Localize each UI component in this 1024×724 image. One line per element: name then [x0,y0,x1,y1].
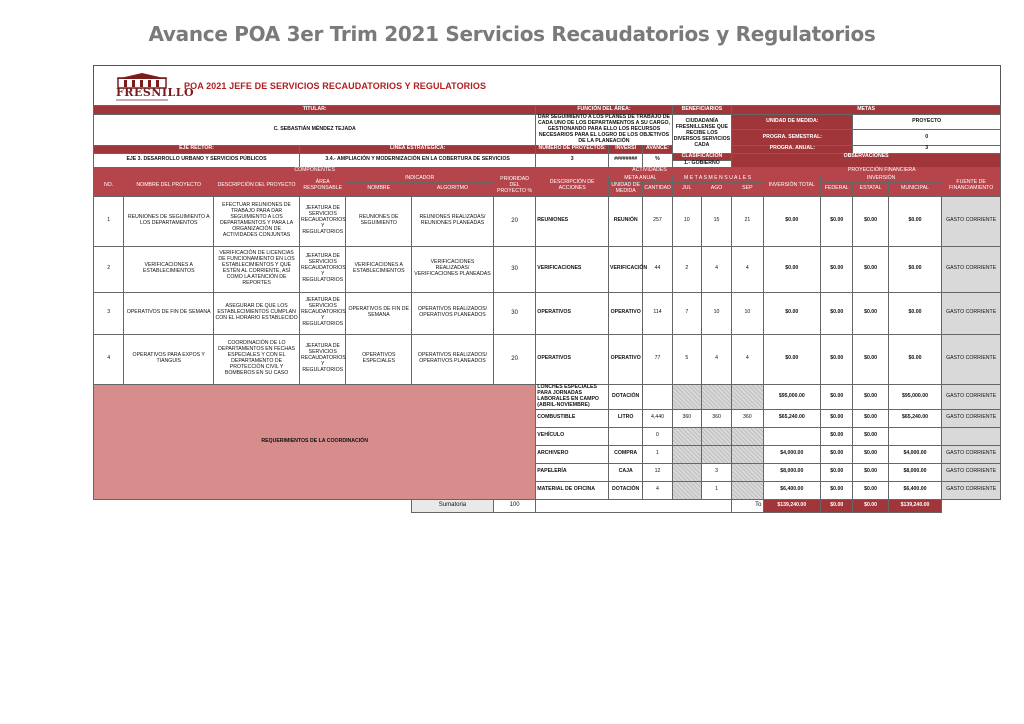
project-sep: 4 [732,334,763,384]
meta-anual-label: META ANUAL [609,175,673,182]
clasificacion-label: CLASIFICACIÓN [673,154,732,161]
progra-semestral-label: PROGRA. SEMESTRAL: [732,130,853,145]
project-area: JEFATURA DE SERVICIOS RECAUDATORIOS Y REGULATORIOS [299,246,345,292]
project-estatal: $0.00 [853,334,888,384]
project-nombre: OPERATIVOS DE FIN DE SEMANA [124,292,214,334]
total-inv-total: $139,240.00 [763,499,821,512]
observaciones-label: OBSERVACIONES [843,152,889,159]
req-municipal [888,427,942,445]
numero-proyectos-value: 3 [536,153,609,167]
sheet-header [93,65,1001,105]
indicador-label: INDICADOR [346,175,493,182]
req-cantidad: 0 [643,427,672,445]
req-sep [732,427,763,445]
req-municipal: $95,000.00 [888,384,942,409]
project-unidad: REUNIÓN [609,196,643,246]
project-indicador: OPERATIVOS DE FIN DE SEMANA [346,292,412,334]
project-descripcion: EFECTUAR REUNIONES DE TRABAJO PARA DAR SEGUIMIENTO A LOS DEPARTAMENTOS Y PARA LA ORGANIZACIÓN DE ACTIVIDADES CONJUNTAS [214,196,300,246]
project-no: 3 [94,292,124,334]
avance-value: % [643,153,672,167]
numero-proyectos-label: NUMERO DE PROYECTOS: [536,145,609,153]
project-area: JEFATURA DE SERVICIOS RECAUDATORIOS Y REGULATORIOS [299,292,345,334]
project-ago: 4 [701,334,731,384]
req-municipal: $8,000.00 [888,463,942,481]
project-jul: 2 [672,246,701,292]
project-sep: 21 [732,196,763,246]
project-no: 1 [94,196,124,246]
req-ago: 1 [701,481,731,499]
project-fuente: GASTO CORRIENTE [942,292,1001,334]
col-municipal-header: MUNICIPAL [888,182,942,196]
req-inv-total: $6,400.00 [763,481,821,499]
col-fuente-header: FUENTE DE FINANCIAMIENTO [942,175,1001,196]
clasificacion-value: 1.- GOBIERNO [673,161,732,167]
req-jul [672,384,701,409]
col-cantidad-header: CANTIDAD [643,182,672,196]
project-sep: 10 [732,292,763,334]
col-area-header: ÁREA RESPONSABLE [299,175,345,196]
inversion-group-label: INVERSIÓN [821,175,942,182]
req-sep [732,445,763,463]
col-no-header: NO. [94,175,124,196]
col-desc-acciones-header: DESCRIPCIÓN DE ACCIONES [536,175,609,196]
progra-anual-label: PROGRA. ANUAL: [732,145,853,153]
req-unidad: LITRO [609,409,643,427]
titular-label: TITULAR: [94,106,536,115]
project-area: JEFATURA DE SERVICIOS RECAUDATORIOS Y REGULATORIOS [299,196,345,246]
actividades-label: ACTIVIDADES [536,167,763,175]
col-federal-header: FEDERAL [821,182,853,196]
req-cantidad: 4 [643,481,672,499]
requerimientos-label: REQUERIMIENTOS DE LA COORDINACIÓN [94,384,536,499]
req-municipal: $6,400.00 [888,481,942,499]
req-unidad: CAJA [609,463,643,481]
project-accion: OPERATIVOS [536,292,609,334]
req-federal: $0.00 [821,481,853,499]
sumatoria-label: Sumatoria [412,499,494,512]
project-fuente: GASTO CORRIENTE [942,246,1001,292]
project-sep: 4 [732,246,763,292]
totals-row [94,499,1001,512]
req-jul [672,445,701,463]
col-ago-header: AGO [701,182,731,196]
project-indicador: OPERATIVOS ESPECIALES [346,334,412,384]
req-fuente [942,427,1001,445]
eje-rector-label: EJE RECTOR: [94,145,300,153]
req-ago [701,427,731,445]
titular-value: C. SEBASTIÁN MÉNDEZ TEJADA [94,115,536,146]
project-unidad: VERIFICACIÓN [609,246,643,292]
table-row [94,196,1001,246]
req-estatal: $0.00 [853,463,888,481]
project-descripcion: VERIFICACIÓN DE LICENCIAS DE FUNCIONAMIENTO EN LOS ESTABLECIMIENTOS Y QUE ESTÉN AL CORRIENTE, ASÍ COMO LA ATENCIÓN DE REPORTES [214,246,300,292]
table-row [94,292,1001,334]
req-fuente: GASTO CORRIENTE [942,445,1001,463]
req-estatal: $0.00 [853,384,888,409]
req-estatal: $0.00 [853,427,888,445]
table-row [94,334,1001,384]
poa-table [93,105,1001,513]
req-ago: 360 [701,409,731,427]
req-accion: VEHÍCULO [536,427,609,445]
project-indicador: VERIFICACIONES A ESTABLECIMIENTOS [346,246,412,292]
project-accion: REUNIONES [536,196,609,246]
project-cantidad: 77 [643,334,672,384]
linea-estrategica-label: LÍNEA ESTRATÉGICA: [299,145,535,153]
project-algoritmo: OPERATIVOS REALIZADOS/ OPERATIVOS PLANEADOS [412,292,494,334]
project-unidad: OPERATIVO [609,334,643,384]
project-cantidad: 44 [643,246,672,292]
req-federal: $0.00 [821,427,853,445]
header-title: POA 2021 JEFE DE SERVICIOS RECAUDATORIOS Y REGULATORIOS [184,81,487,91]
req-accion: LONCHES ESPECIALES PARA JORNADAS LABORALES EN CAMPO (ABRIL-NOVIEMBRE) [536,384,609,409]
project-prioridad: 30 [493,246,535,292]
req-jul: 360 [672,409,701,427]
proyeccion-financiera-label: PROYECCIÓN FINANCIERA [763,167,1000,175]
project-municipal: $0.00 [888,334,942,384]
req-estatal: $0.00 [853,409,888,427]
col-descripcion-header: DESCRIPCIÓN DEL PROYECTO [214,175,300,196]
project-cantidad: 114 [643,292,672,334]
project-estatal: $0.00 [853,196,888,246]
req-sep: 360 [732,409,763,427]
progra-anual-value: 3 [853,145,1001,153]
project-inv-total: $0.00 [763,292,821,334]
clasificacion-cell [672,153,732,167]
avance-label: AVANCE: [643,145,672,153]
project-area: JEFATURA DE SERVICIOS RECAUDATORIOS Y REGULATORIOS [299,334,345,384]
total-estatal: $0.00 [853,499,888,512]
project-federal: $0.00 [821,292,853,334]
project-jul: 5 [672,334,701,384]
project-fuente: GASTO CORRIENTE [942,196,1001,246]
req-ago [701,384,731,409]
req-federal: $0.00 [821,463,853,481]
req-fuente: GASTO CORRIENTE [942,481,1001,499]
inversion-label: INVERSI [609,145,643,153]
col-sep-header: SEP [732,182,763,196]
req-inv-total: $95,000.00 [763,384,821,409]
total-municipal: $139,240.00 [888,499,942,512]
req-accion: ARCHIVERO [536,445,609,463]
project-descripcion: ASEGURAR DE QUE LOS ESTABLECIMIENTOS CUMPLAN CON EL HORARIO ESTABLECIDO [214,292,300,334]
project-fuente: GASTO CORRIENTE [942,334,1001,384]
linea-estrategica-value: 3.4.- AMPLIACIÓN Y MODERNIZACIÓN EN LA COBERTURA DE SERVICIOS [299,153,535,167]
project-federal: $0.00 [821,334,853,384]
req-fuente: GASTO CORRIENTE [942,463,1001,481]
req-unidad: DOTACIÓN [609,481,643,499]
req-municipal: $65,240.00 [888,409,942,427]
componentes-label: COMPONENTES [94,167,536,175]
req-federal: $0.00 [821,445,853,463]
col-unidad-header: UNIDAD DE MEDIDA [609,182,643,196]
req-jul [672,481,701,499]
col-jul-header: JUL [672,182,701,196]
project-algoritmo: OPERATIVOS REALIZADOS/ OPERATIVOS PLANEADOS [412,334,494,384]
project-prioridad: 20 [493,196,535,246]
project-estatal: $0.00 [853,246,888,292]
project-nombre: REUNIONES DE SEGUIMIENTO A LOS DEPARTAMENTOS [124,196,214,246]
project-ago: 10 [701,292,731,334]
page-title: Avance POA 3er Trim 2021 Servicios Recaudatorios y Regulatorios [148,22,876,46]
col-prioridad-header: PRIORIDAD DEL PROYECTO % [493,175,535,196]
unidad-medida-label: UNIDAD DE MEDIDA: [732,115,853,130]
col-inv-total-header: INVERSIÓN TOTAL [763,175,821,196]
project-nombre: VERIFICACIONES A ESTABLECIMIENTOS [124,246,214,292]
project-prioridad: 30 [493,292,535,334]
total-federal: $0.00 [821,499,853,512]
req-cantidad [643,384,672,409]
req-inv-total: $65,240.00 [763,409,821,427]
req-federal: $0.00 [821,384,853,409]
progra-semestral-value: 0 [853,130,1001,145]
logo-text: FRESNILLO [116,86,195,99]
project-municipal: $0.00 [888,246,942,292]
metas-label: METAS [732,106,1001,115]
req-unidad: DOTACIÓN [609,384,643,409]
req-jul [672,427,701,445]
req-fuente: GASTO CORRIENTE [942,384,1001,409]
project-no: 2 [94,246,124,292]
funcion-label: FUNCIÓN DEL ÁREA: [536,106,672,115]
req-unidad: COMPRA [609,445,643,463]
inversion-value: ######## [609,153,643,167]
req-sep [732,384,763,409]
req-cantidad: 12 [643,463,672,481]
sumatoria-value: 100 [493,499,535,512]
project-inv-total: $0.00 [763,334,821,384]
project-inv-total: $0.00 [763,246,821,292]
project-descripcion: COORDINACIÓN DE LO DEPARTAMENTOS EN FECHAS ESPECIALES Y CON EL DEPARTAMENTO DE PROTECCIÓN CIVIL Y BOMBEROS EN SU CASO [214,334,300,384]
poa-sheet [93,65,1001,517]
req-estatal: $0.00 [853,481,888,499]
req-accion: MATERIAL DE OFICINA [536,481,609,499]
col-algoritmo-header: ALGORITMO [412,182,494,196]
metas-mensuales-label: M E T A S M E N S U A L E S [672,175,763,182]
req-cantidad: 4,440 [643,409,672,427]
funcion-value: DAR SEGUIMIENTO A LOS PLANES DE TRABAJO DE CADA UNO DE LOS DEPARTAMENTOS A SU CARGO, GESTIONANDO PARA ELLO LOS RECURSOS NECESARIOS PARA EL LOGRO DE LOS OBJETIVOS DE LA PLANEACIÓN [536,115,672,146]
req-jul [672,463,701,481]
project-inv-total: $0.00 [763,196,821,246]
project-algoritmo: REUNIONES REALIZADAS/ REUNIONES PLANEADAS [412,196,494,246]
project-federal: $0.00 [821,196,853,246]
project-ago: 4 [701,246,731,292]
project-estatal: $0.00 [853,292,888,334]
project-algoritmo: VERIFICACIONES REALIZADAS/ VERIFICACIONES PLANEADAS [412,246,494,292]
requirement-row [94,384,1001,409]
unidad-medida-value: PROYECTO [853,115,1001,130]
req-accion: COMBUSTIBLE [536,409,609,427]
req-inv-total: $4,000.00 [763,445,821,463]
project-jul: 7 [672,292,701,334]
observaciones-cell [732,153,1001,167]
project-nombre: OPERATIVOS PARA EXPOS Y TIANGUIS [124,334,214,384]
project-unidad: OPERATIVO [609,292,643,334]
col-nombre-proyecto-header: NOMBRE DEL PROYECTO [124,175,214,196]
beneficiarios-value: CIUDADANÍA FRESNILLENSE QUE RECIBE LOS DIVERSOS SERVICIOS CADA [672,115,732,154]
project-municipal: $0.00 [888,196,942,246]
total-label: To [732,499,763,512]
req-municipal: $4,000.00 [888,445,942,463]
project-municipal: $0.00 [888,292,942,334]
req-fuente: GASTO CORRIENTE [942,409,1001,427]
req-ago: 3 [701,463,731,481]
project-accion: OPERATIVOS [536,334,609,384]
req-inv-total [763,427,821,445]
req-cantidad: 1 [643,445,672,463]
req-ago [701,445,731,463]
project-cantidad: 257 [643,196,672,246]
req-inv-total: $8,000.00 [763,463,821,481]
table-row [94,246,1001,292]
project-prioridad: 20 [493,334,535,384]
req-sep [732,463,763,481]
project-ago: 15 [701,196,731,246]
col-estatal-header: ESTATAL [853,182,888,196]
req-estatal: $0.00 [853,445,888,463]
project-jul: 10 [672,196,701,246]
project-accion: VERIFICACIONES [536,246,609,292]
req-unidad [609,427,643,445]
eje-rector-value: EJE 3. DESARROLLO URBANO Y SERVICIOS PÚBLICOS [94,153,300,167]
req-sep [732,481,763,499]
beneficiarios-label: BENEFICIARIOS [672,106,732,115]
req-accion: PAPELERÍA [536,463,609,481]
project-federal: $0.00 [821,246,853,292]
col-nombre-header: NOMBRE [346,182,412,196]
req-federal: $0.00 [821,409,853,427]
project-no: 4 [94,334,124,384]
project-indicador: REUNIONES DE SEGUIMIENTO [346,196,412,246]
